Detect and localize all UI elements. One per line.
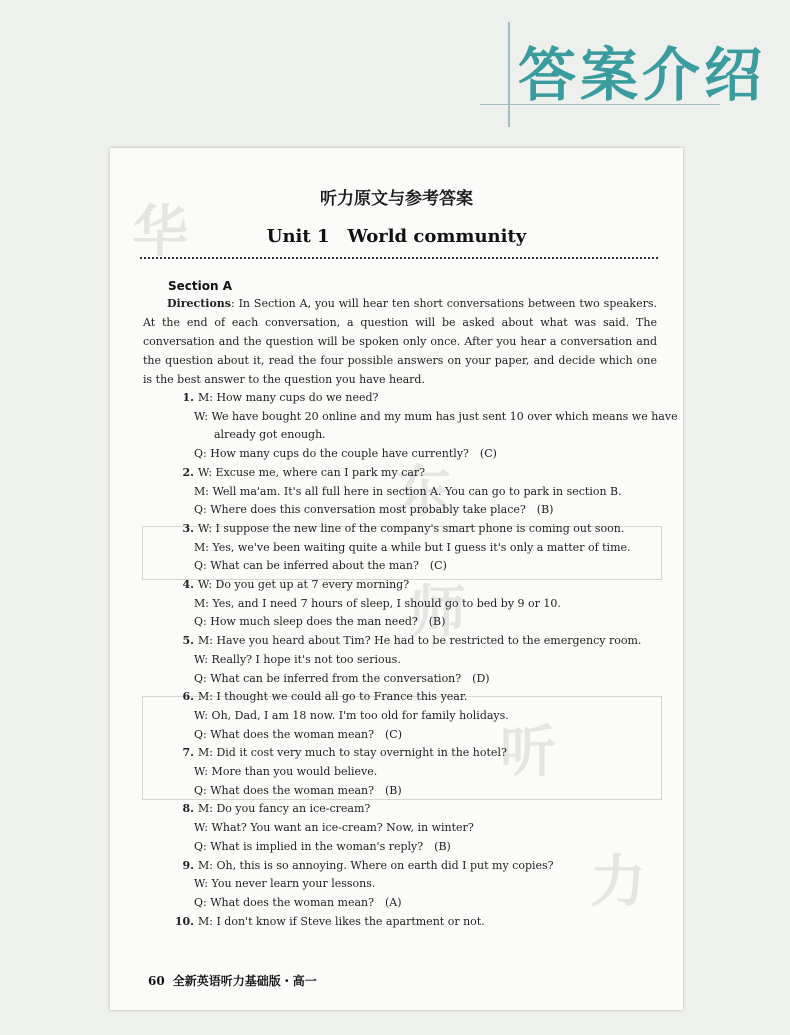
transcript-line [194,558,447,574]
transcript-text: M: Yes, we've been waiting quite a while but I guess it's only a matter of time. [194,540,631,554]
transcript-line [194,727,402,743]
transcript-line [168,390,378,406]
transcript-line [194,614,445,630]
transcript-text: W: Oh, Dad, I am 18 now. I'm too old for family holidays. [194,708,509,722]
transcript-line [168,633,641,649]
transcript-text: Q: What can be inferred about the man? (C) [194,559,447,573]
question-number: 7. [182,746,194,760]
transcript-line [168,577,409,593]
transcript-text: M: Yes, and I need 7 hours of sleep, I should go to bed by 9 or 10. [194,596,561,610]
transcript-text: Q: What is implied in the woman's reply? (B) [194,839,451,853]
transcript-text: W: Do you get up at 7 every morning? [198,578,410,591]
transcript-text: Q: How many cups do the couple have currently? (C) [194,447,497,461]
transcript-text: M: Did it cost very much to stay overnight in the hotel? [198,746,507,760]
page-number: 60 [148,974,165,988]
transcript-line [168,801,370,817]
question-number: 10. [174,914,194,928]
transcript-text: already got enough. [214,428,326,442]
watermark: 东 [395,460,451,525]
watermark: 华 [132,200,188,265]
transcript-text: M: I don't know if Steve likes the apartment or not. [198,914,485,928]
question-number: 1. [182,391,194,404]
transcript-line [168,465,425,481]
watermark: 听 [500,720,556,785]
header-divider-vertical [508,22,510,127]
question-number: 2. [182,465,194,479]
question-number: 3. [182,521,194,535]
directions-text: : In Section A, you will hear ten short conversations between two speakers. At the end of each conversation, a question will be asked about what was said. The conversation and the question will be spoken only once. After you hear a conversation and the question about it, read the four possible answers on your paper, and decide which one is the best answer to the question you have heard. [143,297,657,386]
transcript-text: W: What? You want an ice-cream? Now, in winter? [194,821,474,835]
transcript-text: Q: What does the woman mean? (A) [194,895,402,909]
transcript-line [194,876,375,892]
dotted-divider [140,257,658,259]
transcript-line [168,745,507,761]
transcript-line [194,446,497,462]
transcript-text: M: Do you fancy an ice-cream? [198,802,371,816]
transcript-text: Q: What does the woman mean? (C) [194,727,403,741]
book-page [110,148,683,1010]
unit-title: Unit 1 World community [266,226,527,247]
transcript-text: M: Oh, this is so annoying. Where on earth did I put my copies? [198,858,554,872]
transcript-line [194,652,401,668]
watermark: 师 [410,580,466,645]
transcript-text: M: Well ma'am. It's all full here in section A. You can go to park in section B. [194,484,622,498]
transcript-line [194,820,474,836]
transcript-line [168,914,485,930]
transcript-text: W: More than you would believe. [194,765,378,778]
book-title: 全新英语听力基础版・高一 [172,974,317,988]
question-number: 5. [182,634,194,648]
transcript-line [194,764,377,780]
transcript-text: Q: What does the woman mean? (B) [194,783,402,797]
transcript-text: M: I thought we could all go to France this year. [198,690,468,704]
transcript-text: W: I suppose the new line of the company's smart phone is coming out soon. [198,521,625,535]
transcript-text: W: We have bought 20 online and my mum has just sent 10 over which means we have [194,409,678,423]
transcript-line [194,502,553,518]
page-title: 听力原文与参考答案 [320,189,473,209]
transcript-text: M: Have you heard about Tim? He had to be restricted to the emergency room. [198,634,642,648]
directions-paragraph [143,294,657,389]
transcript-line [194,409,678,425]
watermark: 力 [590,850,646,915]
transcript-line [168,689,467,705]
transcript-line [194,895,402,911]
transcript-line [194,839,451,855]
transcript-line [194,671,490,687]
transcript-line [168,858,554,874]
directions-label: Directions [167,297,231,310]
question-number: 6. [182,690,194,704]
header-title: 答案介绍 [518,41,767,109]
question-number: 8. [182,802,194,816]
transcript-text: M: How many cups do we need? [198,391,379,404]
transcript-text: Q: How much sleep does the man need? (B) [194,615,446,629]
transcript-line [214,427,326,443]
transcript-line [194,484,622,500]
question-number: 9. [182,858,194,872]
page-footer [148,972,317,989]
section-heading: Section A [168,279,232,293]
transcript-line [194,596,561,612]
transcript-text: W: Really? I hope it's not too serious. [194,652,401,666]
transcript-line [168,521,624,537]
question-number: 4. [182,578,194,591]
transcript-text: Q: What can be inferred from the conversation? (D) [194,671,490,685]
transcript-line [194,708,509,724]
transcript-line [194,783,402,799]
transcript-text: Q: Where does this conversation most probably take place? (B) [194,503,554,517]
transcript-text: W: You never learn your lessons. [194,877,376,891]
transcript-line [194,540,631,556]
transcript-text: W: Excuse me, where can I park my car? [198,465,426,479]
